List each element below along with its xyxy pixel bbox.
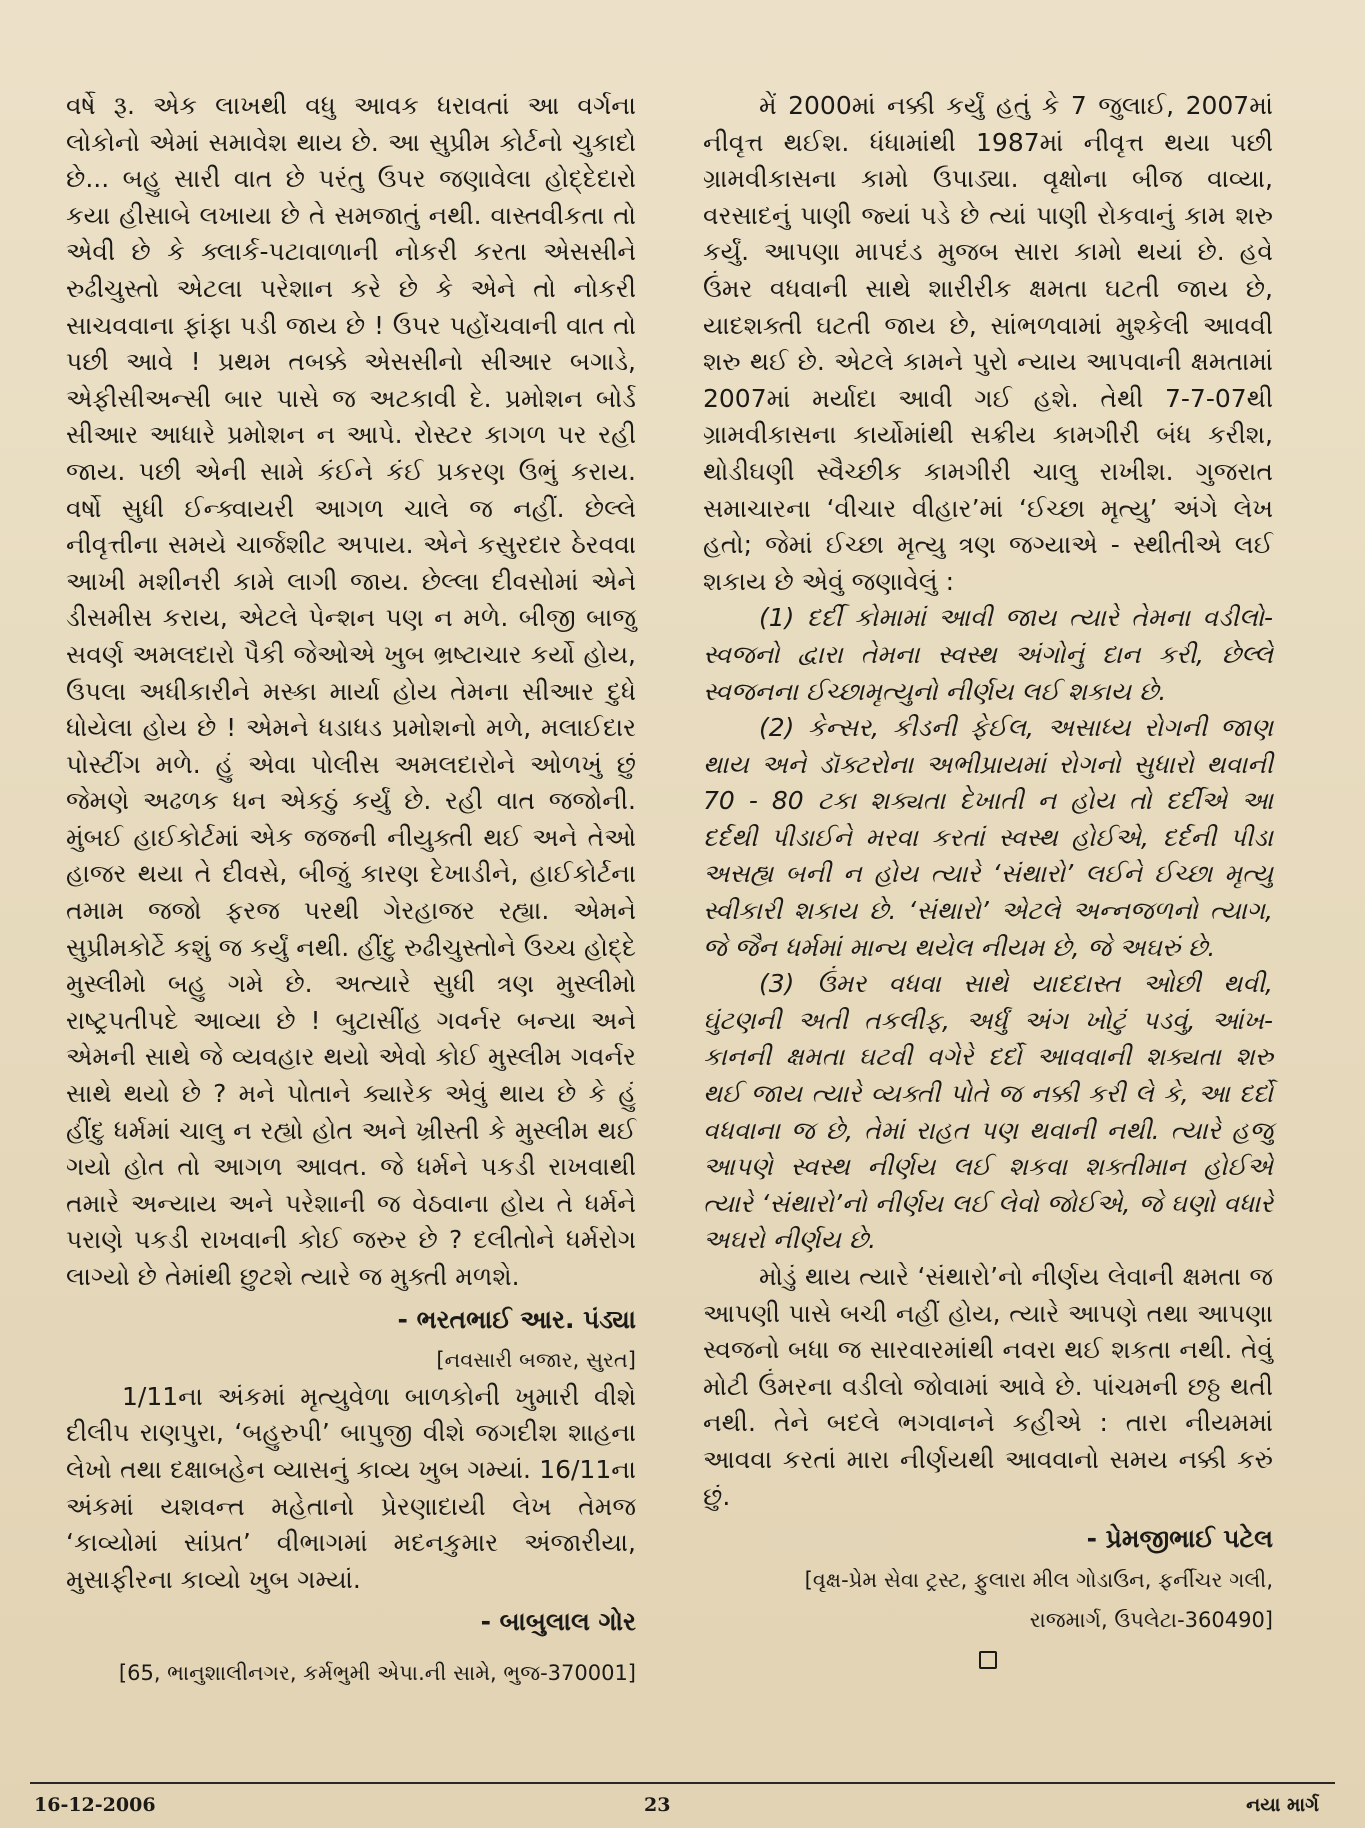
hollow-square-icon	[979, 1651, 997, 1669]
letter2-body: 1/11ના અંકમાં મૃત્યુવેળા બાળકોની ખુમારી વીશે દીલીપ રાણપુરા, ‘બહુરુપી’ બાપુજી વીશે જગદીશ શાહના લેખો તથા દક્ષાબહેન વ્યાસનું કાવ્ય ખુબ ગમ્યાં. 16/11ના અંકમાં યશવન્ત મહેતાનો પ્રેરણાદાયી લેખ તેમજ ‘કાવ્યોમાં સાંપ્રત’ વીભાગમાં મદનકુમાર અંજારીયા, મુસાફીરના કાવ્યો ખુબ ગમ્યાં.	[66, 1381, 636, 1594]
right-column	[703, 88, 1273, 1669]
letter3-closing: મોડું થાય ત્યારે ‘સંથારો’નો નીર્ણય લેવાની ક્ષમતા જ આપણી પાસે બચી નહીં હોય, ત્યારે આપણે તથા આપણા સ્વજનો બધા જ સારવારમાંથી નવરા થઈ શકતા નથી. તેવું મોટી ઉંમરના વડીલો જોવામાં આવે છે. પાંચમની છઠ્ઠ થતી નથી. તેને બદલે ભગવાનને કહીએ : તારા નીયમમાં આવવા કરતાં મારા નીર્ણયથી આવવાનો સમય નક્કી કરું છું.	[703, 1262, 1273, 1511]
letter3-address-line-1: [વૃક્ષ-પ્રેમ સેવા ટ્રસ્ટ, ફુલારા મીલ ગોડાઉન, ફર્નીચર ગલી,	[804, 1567, 1273, 1592]
page-number: 23	[644, 1794, 671, 1816]
letter1-body: વર્ષે રૂ. એક લાખથી વધુ આવક ધરાવતાં આ વર્ગના લોકોનો એમાં સમાવેશ થાય છે. આ સુપ્રીમ કોર્ટનો ચુકાદો છે... બહુ સારી વાત છે પરંતુ ઉપર જણાવેલા હોદ્દેદારો કયા હીસાબે લખાયા છે તે સમજાતું નથી. વાસ્તવીકતા તો એવી છે કે ક્લાર્ક-પટાવાળાની નોકરી કરતા એસસીને રુઢીચુસ્તો એટલા પરેશાન કરે છે કે એને તો નોકરી સાચવવાના ફાંફા પડી જાય છે ! ઉપર પહોંચવાની વાત તો પછી આવે ! પ્રથમ તબક્કે એસસીનો સીઆર બગાડે, એફીસીઅન્સી બાર પાસે જ અટકાવી દે. પ્રમોશન બોર્ડ સીઆર આધારે પ્રમોશન ન આપે. રોસ્ટર કાગળ પર રહી જાય. પછી એની સામે કંઈને કંઈ પ્રકરણ ઉભું કરાય. વર્ષો સુધી ઈન્ક્વાયરી આગળ ચાલે જ નહીં. છેલ્લે નીવૃત્તીના સમયે ચાર્જશીટ અપાય. એને કસુરદાર ઠેરવવા આખી મશીનરી કામે લાગી જાય. છેલ્લા દીવસોમાં એને ડીસમીસ કરાય, એટલે પેન્શન પણ ન મળે. બીજી બાજુ સવર્ણ અમલદારો પૈકી જેઓએ ખુબ ભ્રષ્ટાચાર કર્યો હોય, ઉપલા અધીકારીને મસ્કા માર્યા હોય તેમના સીઆર દુધે ધોયેલા હોય છે ! એમને ધડાધડ પ્રમોશનો મળે, મલાઈદાર પોસ્ટીંગ મળે. હું એવા પોલીસ અમલદારોને ઓળખું છું જેમણે અઢળક ધન એકઠું કર્યું છે. રહી વાત જજોની. મુંબઈ હાઈકોર્ટમાં એક જજની નીયુક્તી થઈ અને તેઓ હાજર થયા તે દીવસે, બીજું કારણ દેખાડીને, હાઈકોર્ટના તમામ જજો ફરજ પરથી ગેરહાજર રહ્યા. એમને સુપ્રીમકોર્ટે કશું જ કર્યું નથી. હીંદુ રુઢીચુસ્તોને ઉચ્ચ હોદ્દે મુસ્લીમો બહુ ગમે છે. અત્યારે સુધી ત્રણ મુસ્લીમો રાષ્ટ્રપતીપદે આવ્યા છે ! બુટાસીંહ ગવર્નર બન્યા અને એમની સાથે જે વ્યવહાર થયો એવો કોઈ મુસ્લીમ ગવર્નર સાથે થયો છે ? મને પોતાને ક્યારેક એવું થાય છે કે હું હીંદુ ધર્મમાં ચાલુ ન રહ્યો હોત અને ખ્રીસ્તી કે મુસ્લીમ થઈ ગયો હોત તો આગળ આવત. જે ધર્મને પકડી રાખવાથી તમારે અન્યાય અને પરેશાની જ વેઠવાના હોય તે ધર્મને પરાણે પકડી રાખવાની કોઈ જરુર છે ? દલીતોને ધર્મરોગ લાગ્યો છે તેમાંથી છુટશે ત્યારે જ મુક્તી મળશે.	[66, 91, 636, 1291]
letter3-point-3: (3) ઉંમર વધવા સાથે યાદદાસ્ત ઓછી થવી, ઘુંટણની અતી તકલીફ, અર્ધું અંગ ખોટું પડવું, આંખ-કાનની ક્ષમતા ઘટવી વગેરે દર્દો આવવાની શક્યતા શરુ થઈ જાય ત્યારે વ્યક્તી પોતે જ નક્કી કરી લે કે, આ દર્દો વધવાના જ છે, તેમાં રાહત પણ થવાની નથી. ત્યારે હજુ આપણે સ્વસ્થ નીર્ણય લઈ શકવા શક્તીમાન હોઈએ ત્યારે ‘સંથારો’નો નીર્ણય લઈ લેવો જોઈએ, જે ઘણો વધારે અઘરો નીર્ણય છે.	[703, 969, 1273, 1255]
magazine-name: નયા માર્ગ	[1246, 1794, 1319, 1816]
letter3-point-2: (2) કેન્સર, કીડની ફેઈલ, અસાધ્ય રોગની જાણ થાય અને ડૉક્ટરોના અભીપ્રાયમાં રોગનો સુધારો થવાની 70 - 80 ટકા શક્યતા દેખાતી ન હોય તો દર્દીએ આ દર્દથી પીડાઈને મરવા કરતાં સ્વસ્થ હોઈએ, દર્દની પીડા અસહ્ય બની ન હોય ત્યારે ‘સંથારો’ લઈને ઈચ્છા મૃત્યુ સ્વીકારી શકાય છે. ‘સંથારો’ એટલે અન્નજળનો ત્યાગ, જે જૈન ધર્મમાં માન્ય થયેલ નીયમ છે, જે અઘરું છે.	[703, 713, 1273, 962]
letter2-address: [65, ભાનુશાલીનગર, કર્મભુમી એપા.ની સામે, ભુજ-370001]	[118, 1660, 636, 1685]
letter1-address: [નવસારી બજાર, સુરત]	[436, 1348, 636, 1373]
letter3-point-1: (1) દર્દી કોમામાં આવી જાય ત્યારે તેમના વડીલો-સ્વજનો દ્વારા તેમના સ્વસ્થ અંગોનું દાન કરી, છેલ્લે સ્વજનના ઈચ્છામૃત્યુનો નીર્ણય લઈ શકાય છે.	[703, 603, 1274, 706]
left-column	[66, 88, 636, 1692]
footer-date: 16-12-2006	[34, 1794, 156, 1816]
letter3-author: - પ્રેમજીભાઈ પટેલ	[1086, 1524, 1273, 1554]
letter3-intro: મેં 2000માં નક્કી કર્યું હતું કે 7 જુલાઈ, 2007માં નીવૃત્ત થઈશ. ધંધામાંથી 1987માં નીવૃત્ત થયા પછી ગ્રામવીકાસના કામો ઉપાડ્યા. વૃક્ષોના બીજ વાવ્યા, વરસાદનું પાણી જ્યાં પડે છે ત્યાં પાણી રોકવાનું કામ શરુ કર્યું. આપણા માપદંડ મુજબ સારા કામો થયાં છે. હવે ઉંમર વધવાની સાથે શારીરીક ક્ષમતા ઘટતી જાય છે, યાદશક્તી ઘટતી જાય છે, સાંભળવામાં મુશ્કેલી આવવી શરુ થઈ છે. એટલે કામને પુરો ન્યાય આપવાની ક્ષમતામાં 2007માં મર્યાદા આવી ગઈ હશે. તેથી 7-7-07થી ગ્રામવીકાસના કાર્યોમાંથી સક્રીય કામગીરી બંધ કરીશ, થોડીઘણી સ્વૈચ્છીક કામગીરી ચાલુ રાખીશ. ગુજરાત સમાચારના ‘વીચાર વીહાર’માં ‘ઈચ્છા મૃત્યુ’ અંગે લેખ હતો; જેમાં ઈચ્છા મૃત્યુ ત્રણ જગ્યાએ - સ્થીતીએ લઈ શકાય છે એવું જણાવેલું :	[703, 91, 1273, 596]
letter1-author: - ભરતભાઈ આર. પંડ્યા	[397, 1304, 636, 1334]
footer-divider	[30, 1782, 1335, 1784]
letter3-address-line-2: રાજમાર્ગ, ઉપલેટા-360490]	[1029, 1608, 1273, 1633]
letter2-author: - બાબુલાલ ગોર	[480, 1607, 636, 1637]
